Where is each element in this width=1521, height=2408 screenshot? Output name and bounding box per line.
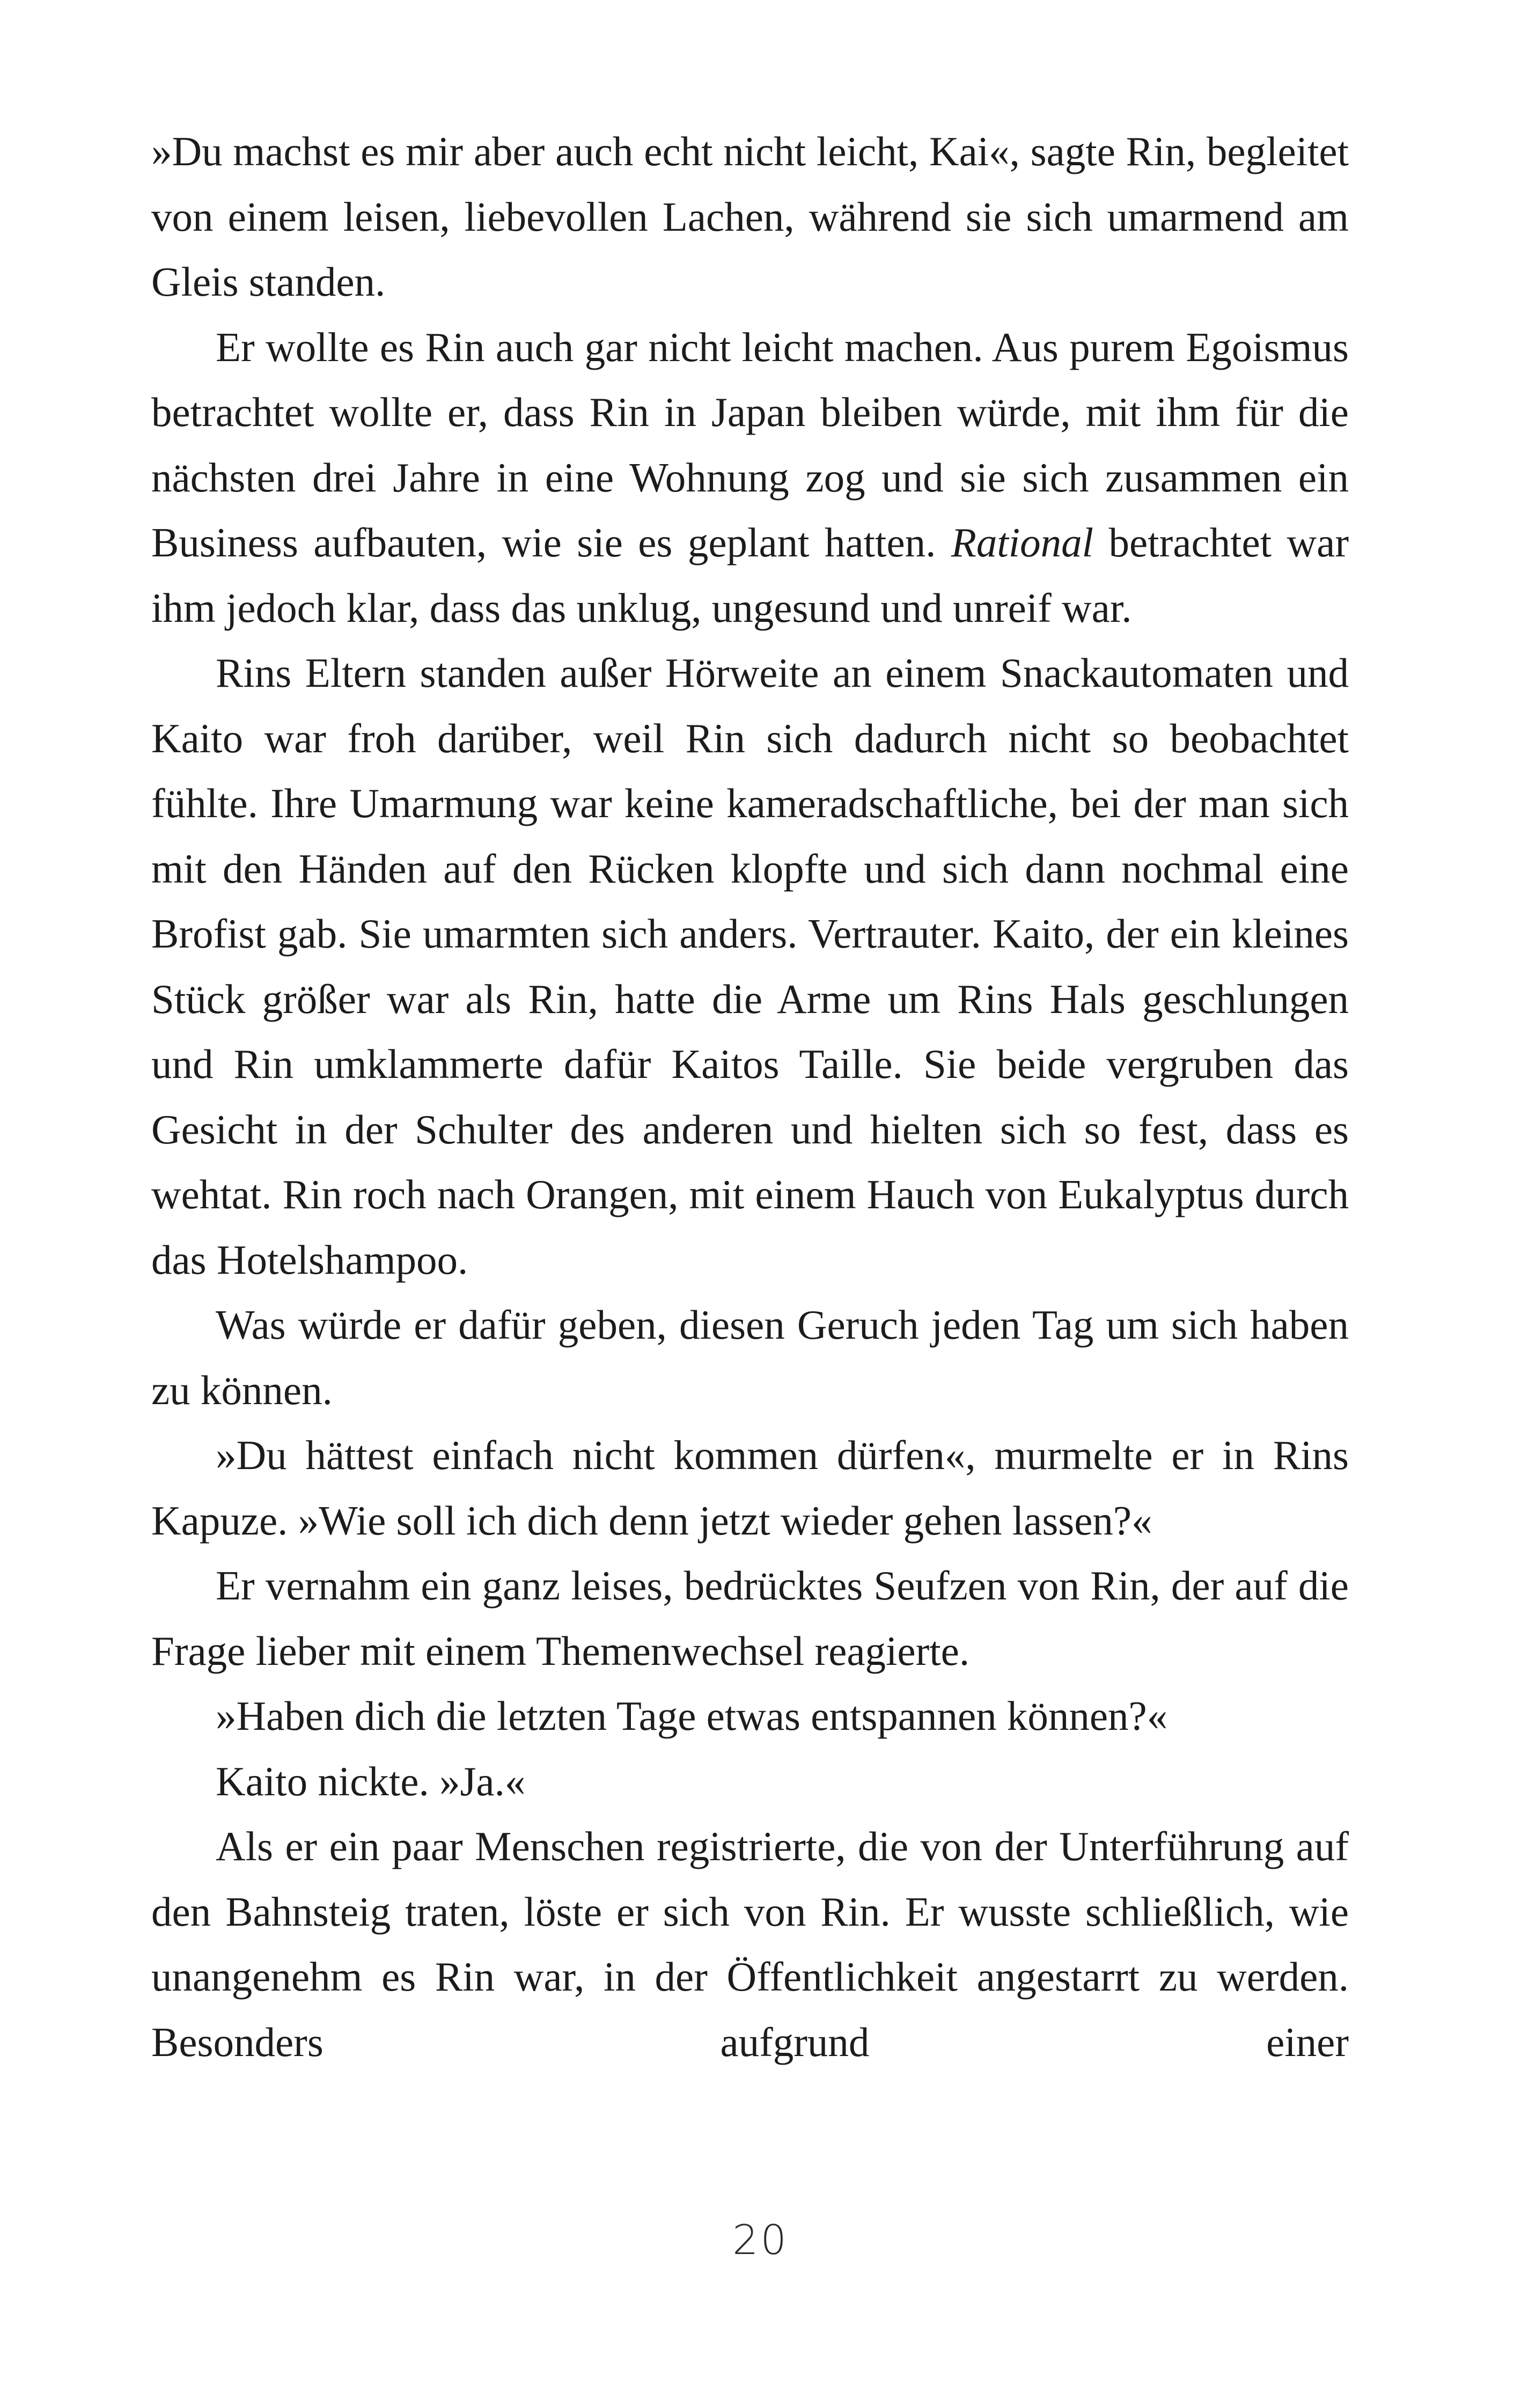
italic-emphasis-rational: Rational bbox=[951, 519, 1094, 566]
paragraph-9: Als er ein paar Menschen registrierte, die von der Unterführung auf den Bahnsteig traten, löste er sich von Rin. Er wusste schließlich, wie unangenehm es Rin war, in der Öffentlichkeit angestarrt zu werden. Besonders aufgrund einer bbox=[151, 1823, 1349, 2065]
page-number: 20 bbox=[732, 2216, 789, 2264]
paragraph-1: »Du machst es mir aber auch echt nicht leicht, Kai«, sagte Rin, begleitet von einem leisen, liebevollen Lachen, während sie sich umarmend am Gleis standen. bbox=[151, 128, 1349, 305]
paragraph-2-text-before: Er wollte es Rin auch gar nicht leicht machen. Aus purem Egoismus betrachtet wollte er, dass Rin in Japan bleiben würde, mit ihm für die nächsten drei Jahre in eine Wohnung zog und sie sich zusammen ein Business aufbauten, wie sie es geplant hatten. bbox=[151, 324, 1349, 566]
body-text bbox=[151, 119, 1349, 2075]
paragraph-7: »Haben dich die letzten Tage etwas entspannen können?« bbox=[216, 1693, 1168, 1739]
paragraph-2-text-after: betrachtet war ihm jedoch klar, dass das unklug, ungesund und unreif war. bbox=[151, 519, 1349, 631]
paragraph-2 bbox=[151, 315, 1349, 641]
paragraph-4: Was würde er dafür geben, diesen Geruch jeden Tag um sich haben zu können. bbox=[151, 1302, 1349, 1413]
paragraph-5: »Du hättest einfach nicht kommen dürfen«, murmelte er in Rins Kapuze. »Wie soll ich dich denn jetzt wieder gehen lassen?« bbox=[151, 1432, 1349, 1544]
paragraph-8: Kaito nickte. »Ja.« bbox=[216, 1758, 526, 1804]
paragraph-6: Er vernahm ein ganz leises, bedrücktes Seufzen von Rin, der auf die Frage lieber mit einem Themenwechsel reagierte. bbox=[151, 1562, 1349, 1674]
paragraph-3: Rins Eltern standen außer Hörweite an einem Snackautomaten und Kaito war froh darüber, weil Rin sich dadurch nicht so beobachtet fühlte. Ihre Umarmung war keine kameradschaftliche, bei der man sich mit den Händen auf den Rücken klopfte und sich dann nochmal eine Brofist gab. Sie umarmten sich anders. Vertrauter. Kaito, der ein kleines Stück größer war als Rin, hatte die Arme um Rins Hals geschlungen und Rin umklammerte dafür Kaitos Taille. Sie beide vergruben das Gesicht in der Schulter des anderen und hielten sich so fest, dass es wehtat. Rin roch nach Orangen, mit einem Hauch von Eukalyptus durch das Hotelshampoo. bbox=[151, 650, 1349, 1283]
